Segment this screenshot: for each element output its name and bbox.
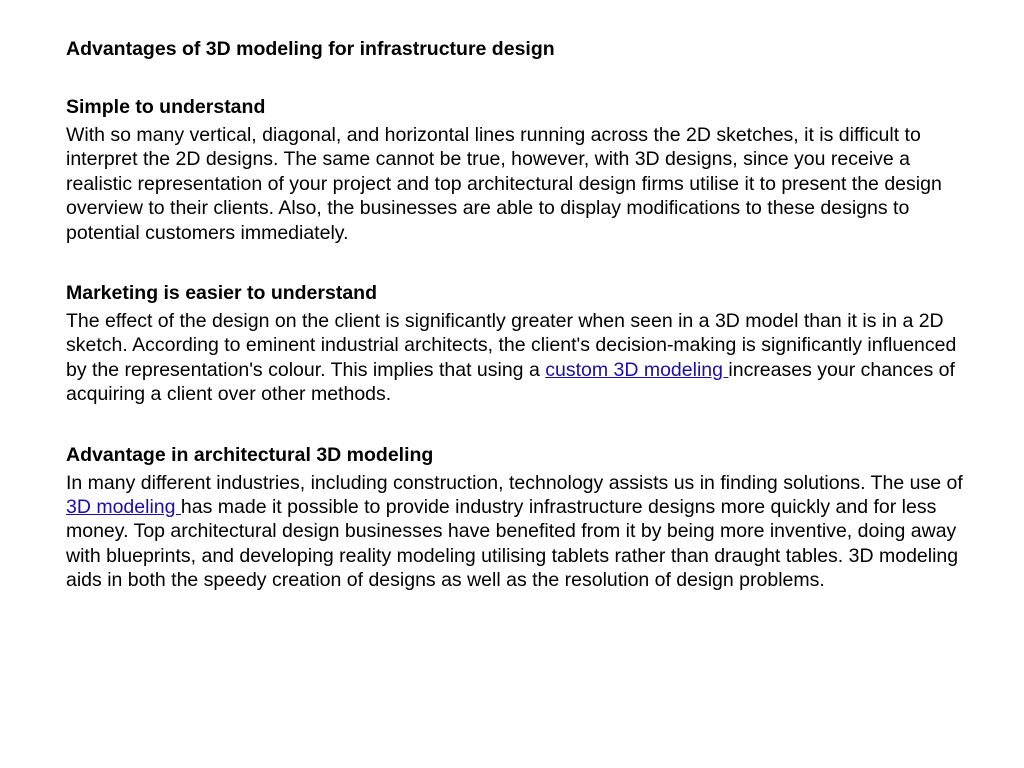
section-heading: Simple to understand xyxy=(66,96,266,118)
3d-modeling-link[interactable]: 3D modeling xyxy=(66,496,181,519)
section-paragraph: With so many vertical, diagonal, and horizontal lines running across the 2D sketches, it is difficult to interpret the 2D designs. The same cannot be true, however, with 3D designs, since you receive a realistic representation of your project and top architectural design firms utilise it to present the design overview to their clients. Also, the businesses are able to display modifications to these designs to potential customers immediately. xyxy=(66,124,942,244)
section-marketing xyxy=(66,280,964,407)
section-heading: Marketing is easier to understand xyxy=(66,282,378,305)
custom-3d-modeling-link[interactable]: custom 3D modeling xyxy=(545,358,729,381)
section-paragraph xyxy=(66,471,964,593)
section-simple-to-understand xyxy=(66,94,964,245)
section-paragraph xyxy=(66,309,964,407)
paragraph-text-after-link: has made it possible to provide industry infrastructure designs more quickly and for less money. Top architectural design businesses have benefited from it by being more inventive, doing away with blueprints, and developing reality modeling utilising tablets rather than draught tables. 3D modeling aids in both the speedy creation of designs as well as the resolution of design problems. xyxy=(66,496,959,592)
paragraph-text-before-link: In many different industries, including construction, technology assists us in finding solutions. The use of xyxy=(66,471,963,494)
paragraph-text-before-link: The effect of the design on the client is significantly greater when seen in a 3D model than it is in a 2D sketch. According to eminent industrial architects, the client's decision-making is significantly influenced by the representation's colour. This implies that using a xyxy=(66,310,957,381)
paragraph-text-after-link: increases your chances of acquiring a client over other methods. xyxy=(66,358,955,406)
section-heading: Advantage in architectural 3D modeling xyxy=(66,443,434,466)
section-architectural-3d-modeling xyxy=(66,442,964,593)
page-title: Advantages of 3D modeling for infrastructure design xyxy=(66,38,555,60)
